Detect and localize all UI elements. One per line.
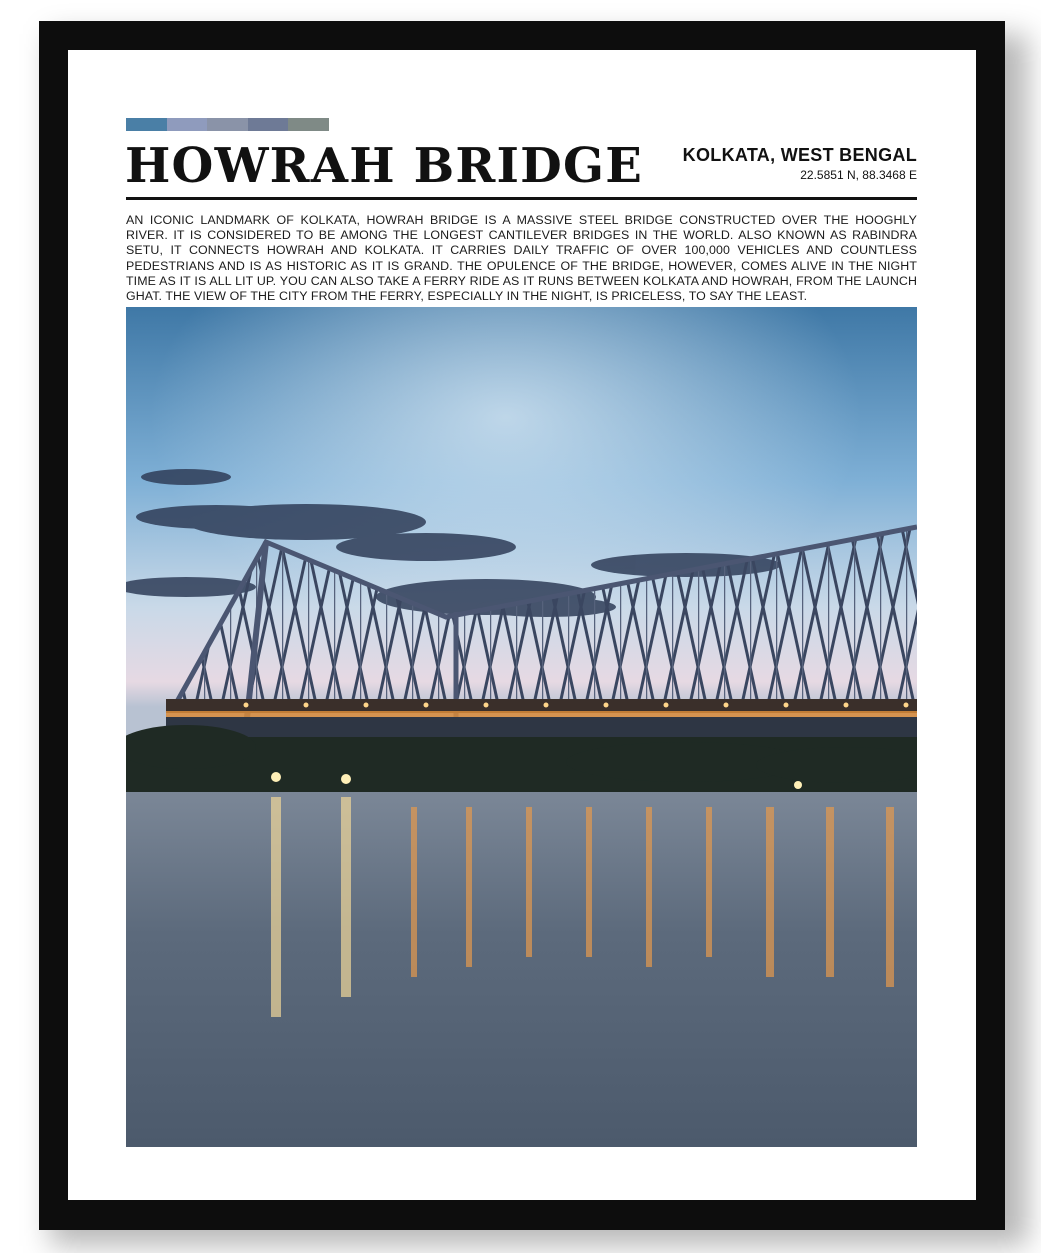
location-block: [683, 145, 917, 183]
coordinates: 22.5851 N, 88.3468 E: [800, 168, 917, 182]
palette-swatch: [167, 118, 208, 131]
river: [126, 792, 917, 1147]
location-name: KOLKATA, WEST BENGAL: [682, 145, 917, 165]
palette-swatch: [288, 118, 329, 131]
palette-swatch: [126, 118, 167, 131]
palette-swatch: [248, 118, 289, 131]
palette-swatch: [207, 118, 248, 131]
description-text: AN ICONIC LANDMARK OF KOLKATA, HOWRAH BRIDGE IS A MASSIVE STEEL BRIDGE CONSTRUCTED OVER THE HOOGHLY RIVER. IT IS CONSIDERED TO BE AMONG THE LONGEST CANTILEVER BRIDGES IN THE WORLD. ALSO KNOWN AS RABINDRA SETU, IT CONNECTS HOWRAH AND KOLKATA. IT CARRIES DAILY TRAFFIC OF OVER 100,000 VEHICLES AND COUNTLESS PEDESTRIANS AND IS AS HISTORIC AS IT IS GRAND. THE OPULENCE OF THE BRIDGE, HOWEVER, COMES ALIVE IN THE NIGHT TIME AS IT IS ALL LIT UP. YOU CAN ALSO TAKE A FERRY RIDE AS IT RUNS BETWEEN KOLKATA AND HOWRAH, FROM THE LAUNCH GHAT. THE VIEW OF THE CITY FROM THE FERRY, ESPECIALLY IN THE NIGHT, IS PRICELESS, TO SAY THE LEAST.: [126, 213, 917, 304]
color-palette: [126, 118, 329, 131]
title-divider: [126, 197, 917, 200]
poster-title: HOWRAH BRIDGE: [125, 138, 643, 194]
bridge-photo: [126, 307, 917, 1147]
